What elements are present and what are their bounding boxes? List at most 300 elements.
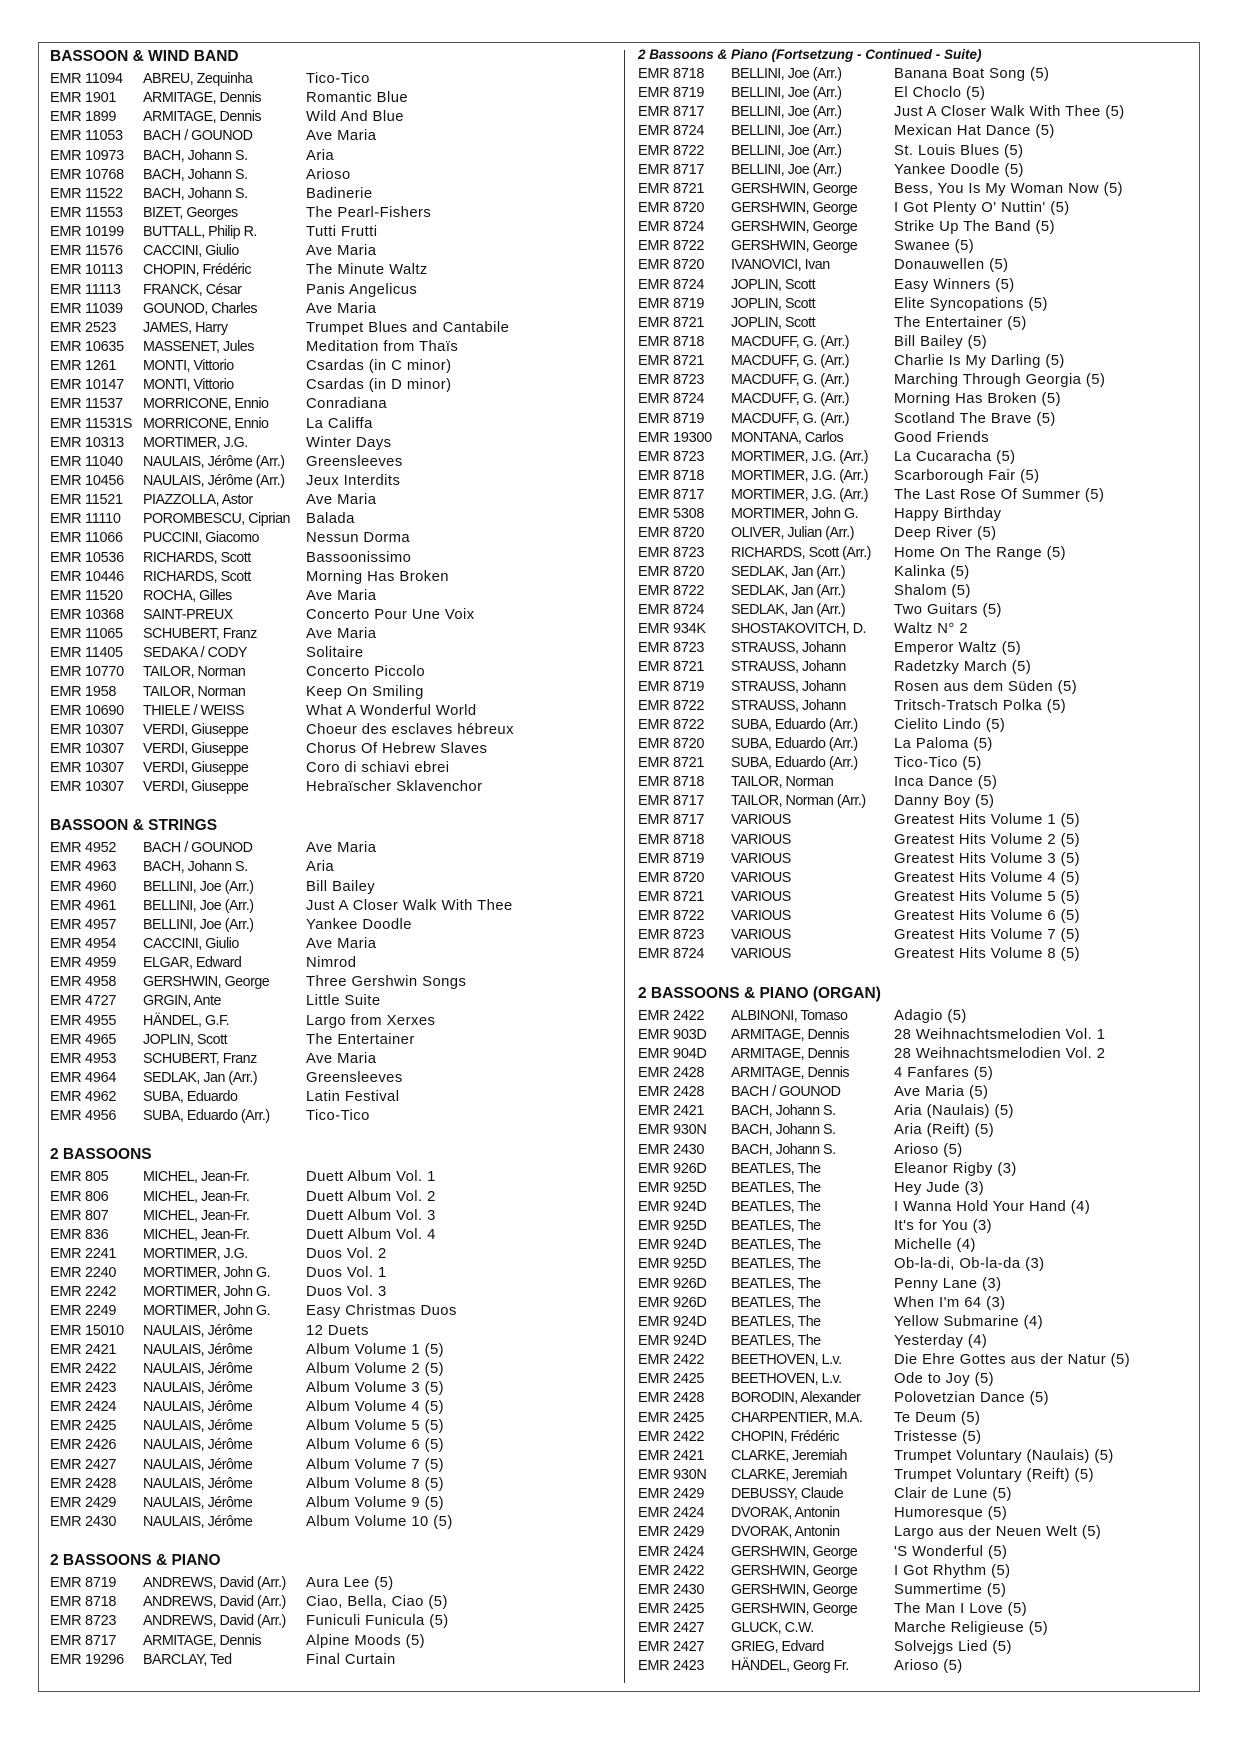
catalog-number: EMR 10690	[50, 702, 124, 719]
piece-title: Humoresque (5)	[894, 1505, 1008, 1522]
composer-name: VERDI, Giuseppe	[143, 760, 249, 777]
composer-name: GERSHWIN, George	[731, 219, 858, 236]
composer-name: BELLINI, Joe (Arr.)	[731, 161, 842, 178]
piece-title: Radetzky March (5)	[894, 659, 1032, 676]
piece-title: Greatest Hits Volume 8 (5)	[894, 946, 1081, 963]
composer-name: BEATLES, The	[731, 1256, 821, 1273]
composer-name: SEDLAK, Jan (Arr.)	[731, 582, 846, 599]
composer-name: BELLINI, Joe (Arr.)	[143, 897, 254, 914]
catalog-entry	[50, 1632, 610, 1651]
piece-title: Arioso	[306, 166, 351, 183]
composer-name: VARIOUS	[731, 927, 791, 944]
catalog-entry	[638, 1102, 1198, 1121]
piece-title: Largo from Xerxes	[306, 1012, 436, 1029]
catalog-entry	[638, 678, 1198, 697]
composer-name: MACDUFF, G. (Arr.)	[731, 333, 850, 350]
section-2-bassoons	[50, 1145, 610, 1532]
catalog-entry	[638, 601, 1198, 620]
catalog-number: EMR 8724	[638, 391, 705, 408]
composer-name: CACCINI, Giulio	[143, 936, 239, 953]
piece-title: Tritsch-Tratsch Polka (5)	[894, 697, 1067, 714]
composer-name: SEDLAK, Jan (Arr.)	[143, 1070, 258, 1087]
catalog-number: EMR 8723	[638, 544, 705, 561]
composer-name: MICHEL, Jean-Fr.	[143, 1169, 250, 1186]
composer-name: CLARKE, Jeremiah	[731, 1466, 847, 1483]
composer-name: MORTIMER, J.G.	[143, 434, 248, 451]
composer-name: BACH, Johann S.	[143, 166, 248, 183]
composer-name: NAULAIS, Jérôme	[143, 1418, 253, 1435]
catalog-entry	[638, 1447, 1198, 1466]
piece-title: Ave Maria	[306, 243, 377, 260]
piece-title: Morning Has Broken	[306, 568, 449, 585]
piece-title: Mexican Hat Dance (5)	[894, 123, 1055, 140]
piece-title: Duett Album Vol. 4	[306, 1226, 436, 1243]
catalog-number: EMR 10768	[50, 166, 124, 183]
piece-title: I Got Plenty O' Nuttin' (5)	[894, 199, 1070, 216]
piece-title: Morning Has Broken (5)	[894, 391, 1061, 408]
piece-title: Solitaire	[306, 645, 364, 662]
catalog-number: EMR 8722	[638, 716, 705, 733]
catalog-entry	[638, 544, 1198, 563]
piece-title: Album Volume 8 (5)	[306, 1475, 445, 1492]
catalog-entry	[638, 1313, 1198, 1332]
catalog-number: EMR 11110	[50, 511, 121, 528]
catalog-number: EMR 8724	[638, 946, 705, 963]
composer-name: MORTIMER, John G.	[731, 506, 859, 523]
catalog-entry	[638, 142, 1198, 161]
catalog-number: EMR 10446	[50, 568, 124, 585]
column-divider	[624, 50, 625, 1683]
composer-name: SUBA, Eduardo	[143, 1089, 238, 1106]
catalog-number: EMR 8722	[638, 908, 705, 925]
composer-name: SCHUBERT, Franz	[143, 626, 257, 643]
piece-title: Eleanor Rigby (3)	[894, 1160, 1017, 1177]
composer-name: GERSHWIN, George	[731, 1543, 858, 1560]
piece-title: Marching Through Georgia (5)	[894, 372, 1106, 389]
catalog-entry	[50, 415, 610, 434]
catalog-number: EMR 8721	[638, 659, 705, 676]
composer-name: BELLINI, Joe (Arr.)	[731, 85, 842, 102]
piece-title: El Choclo (5)	[894, 85, 986, 102]
piece-title: La Paloma (5)	[894, 735, 993, 752]
piece-title: Ave Maria	[306, 128, 377, 145]
composer-name: MASSENET, Jules	[143, 338, 254, 355]
catalog-number: EMR 8722	[638, 582, 705, 599]
catalog-entry	[50, 1283, 610, 1302]
catalog-entry	[50, 625, 610, 644]
piece-title: Album Volume 4 (5)	[306, 1399, 445, 1416]
piece-title: Polovetzian Dance (5)	[894, 1390, 1050, 1407]
composer-name: BEATLES, The	[731, 1275, 821, 1292]
catalog-number: EMR 2424	[638, 1543, 705, 1560]
piece-title: When I'm 64 (3)	[894, 1294, 1006, 1311]
catalog-number: EMR 924D	[638, 1313, 707, 1330]
catalog-number: EMR 1261	[50, 358, 117, 375]
composer-name: BACH / GOUNOD	[143, 128, 253, 145]
piece-title: Meditation from Thaïs	[306, 338, 459, 355]
catalog-entry	[638, 735, 1198, 754]
piece-title: I Got Rhythm (5)	[894, 1562, 1011, 1579]
section-gap	[638, 965, 1198, 984]
piece-title: Greensleeves	[306, 1070, 403, 1087]
section-title: 2 Bassoons & Piano (Fortsetzung - Continued - Suite)	[638, 47, 982, 62]
composer-name: ARMITAGE, Dennis	[731, 1065, 850, 1082]
piece-title: Funiculi Funicula (5)	[306, 1613, 449, 1630]
composer-name: NAULAIS, Jérôme	[143, 1456, 253, 1473]
catalog-entry	[50, 472, 610, 491]
catalog-number: EMR 8719	[638, 850, 705, 867]
catalog-entry	[50, 1302, 610, 1321]
piece-title: Hey Jude (3)	[894, 1179, 985, 1196]
catalog-number: EMR 2242	[50, 1284, 117, 1301]
catalog-number: EMR 10770	[50, 664, 124, 681]
catalog-number: EMR 11065	[50, 626, 123, 643]
piece-title: Banana Boat Song (5)	[894, 66, 1050, 82]
piece-title: Bess, You Is My Woman Now (5)	[894, 180, 1124, 197]
piece-title: Deep River (5)	[894, 525, 997, 542]
piece-title: Ode to Joy (5)	[894, 1371, 995, 1388]
section-title: 2 BASSOONS & PIANO (ORGAN)	[638, 984, 881, 1002]
catalog-number: EMR 8720	[638, 869, 705, 886]
catalog-entry	[50, 204, 610, 223]
composer-name: GERSHWIN, George	[143, 974, 270, 991]
catalog-number: EMR 8719	[638, 295, 705, 312]
catalog-number: EMR 925D	[638, 1218, 707, 1235]
composer-name: THIELE / WEISS	[143, 702, 245, 719]
catalog-number: EMR 8720	[638, 257, 705, 274]
composer-name: ARMITAGE, Dennis	[731, 1026, 850, 1043]
composer-name: MORTIMER, John G.	[143, 1265, 271, 1282]
piece-title: Duos Vol. 2	[306, 1246, 387, 1263]
piece-title: Hebraïscher Sklavenchor	[306, 779, 483, 796]
catalog-number: EMR 2428	[638, 1390, 705, 1407]
piece-title: Ave Maria (5)	[894, 1084, 989, 1101]
composer-name: ARMITAGE, Dennis	[731, 1045, 850, 1062]
piece-title: Penny Lane (3)	[894, 1275, 1002, 1292]
composer-name: DEBUSSY, Claude	[731, 1486, 844, 1503]
catalog-number: EMR 8718	[638, 831, 705, 848]
catalog-entry	[638, 276, 1198, 295]
catalog-entry	[638, 1466, 1198, 1485]
catalog-entry	[638, 1657, 1198, 1676]
catalog-number: EMR 10307	[50, 760, 124, 777]
catalog-number: EMR 4962	[50, 1089, 117, 1106]
catalog-entry	[50, 108, 610, 127]
piece-title: The Entertainer	[306, 1031, 415, 1048]
catalog-entry	[50, 127, 610, 146]
composer-name: JOPLIN, Scott	[731, 276, 816, 293]
catalog-entry	[638, 1179, 1198, 1198]
catalog-number: EMR 8720	[638, 199, 705, 216]
piece-title: Romantic Blue	[306, 90, 409, 107]
piece-title: Aria	[306, 147, 335, 164]
catalog-entry	[50, 1012, 610, 1031]
composer-name: SAINT-PREUX	[143, 606, 233, 623]
catalog-entry	[638, 620, 1198, 639]
composer-name: VARIOUS	[731, 831, 791, 848]
composer-name: JOPLIN, Scott	[143, 1031, 228, 1048]
piece-title: Album Volume 1 (5)	[306, 1341, 445, 1358]
piece-title: Marche Religieuse (5)	[894, 1620, 1049, 1637]
catalog-entry	[50, 1398, 610, 1417]
catalog-entry	[638, 850, 1198, 869]
composer-name: MORRICONE, Ennio	[143, 396, 269, 413]
catalog-number: EMR 8718	[50, 1594, 117, 1611]
catalog-entry	[50, 1264, 610, 1283]
catalog-number: EMR 8718	[638, 467, 705, 484]
composer-name: CHARPENTIER, M.A.	[731, 1409, 863, 1426]
catalog-number: EMR 4963	[50, 859, 117, 876]
catalog-number: EMR 4965	[50, 1031, 117, 1048]
piece-title: Clair de Lune (5)	[894, 1486, 1012, 1503]
catalog-number: EMR 8718	[638, 774, 705, 791]
catalog-number: EMR 2425	[50, 1418, 117, 1435]
composer-name: RICHARDS, Scott	[143, 568, 251, 585]
catalog-entry	[50, 1207, 610, 1226]
piece-title: The Minute Waltz	[306, 262, 428, 279]
piece-title: The Man I Love (5)	[894, 1600, 1028, 1617]
catalog-entry	[638, 65, 1198, 84]
catalog-entry	[638, 333, 1198, 352]
catalog-number: EMR 4954	[50, 936, 117, 953]
catalog-entry	[50, 1436, 610, 1455]
catalog-number: EMR 11039	[50, 300, 123, 317]
catalog-entry	[638, 1523, 1198, 1542]
catalog-entry	[50, 721, 610, 740]
composer-name: SHOSTAKOVITCH, D.	[731, 621, 867, 638]
section-title: 2 BASSOONS & PIANO	[50, 1552, 221, 1570]
piece-title: 'S Wonderful (5)	[894, 1543, 1008, 1560]
piece-title: Elite Syncopations (5)	[894, 295, 1048, 312]
catalog-number: EMR 8720	[638, 563, 705, 580]
composer-name: BEATLES, The	[731, 1199, 821, 1216]
composer-name: FRANCK, César	[143, 281, 242, 298]
composer-name: SEDLAK, Jan (Arr.)	[731, 601, 846, 618]
catalog-entry	[638, 811, 1198, 830]
composer-name: NAULAIS, Jérôme	[143, 1399, 253, 1416]
catalog-number: EMR 2422	[50, 1360, 117, 1377]
composer-name: GERSHWIN, George	[731, 238, 858, 255]
catalog-number: EMR 2422	[638, 1562, 705, 1579]
catalog-number: EMR 10113	[50, 262, 123, 279]
catalog-number: EMR 2249	[50, 1303, 117, 1320]
catalog-number: EMR 924D	[638, 1333, 707, 1349]
catalog-number: EMR 11537	[50, 396, 123, 413]
catalog-entry	[50, 1475, 610, 1494]
catalog-number: EMR 8721	[638, 889, 705, 906]
composer-name: TAILOR, Norman	[731, 774, 834, 791]
catalog-number: EMR 11521	[50, 492, 123, 509]
catalog-entry	[638, 467, 1198, 486]
piece-title: 12 Duets	[306, 1322, 369, 1339]
composer-name: BELLINI, Joe (Arr.)	[731, 66, 842, 82]
composer-name: GERSHWIN, George	[731, 1600, 858, 1617]
catalog-entry	[50, 166, 610, 185]
catalog-entry	[638, 1428, 1198, 1447]
catalog-entry	[638, 505, 1198, 524]
piece-title: I Wanna Hold Your Hand (4)	[894, 1199, 1091, 1216]
catalog-number: EMR 1901	[50, 90, 117, 107]
catalog-number: EMR 2429	[638, 1486, 705, 1503]
piece-title: 4 Fanfares (5)	[894, 1065, 994, 1082]
catalog-entry	[50, 1245, 610, 1264]
composer-name: BACH, Johann S.	[143, 185, 248, 202]
piece-title: 28 Weihnachtsmelodien Vol. 1	[894, 1026, 1106, 1043]
piece-title: Swanee (5)	[894, 238, 975, 255]
catalog-entry	[50, 1574, 610, 1593]
catalog-number: EMR 8721	[638, 353, 705, 370]
catalog-number: EMR 8721	[638, 314, 705, 331]
piece-title: Michelle (4)	[894, 1237, 976, 1254]
catalog-entry	[50, 954, 610, 973]
catalog-number: EMR 903D	[638, 1026, 707, 1043]
composer-name: BORODIN, Alexander	[731, 1390, 861, 1407]
catalog-number: EMR 4956	[50, 1108, 117, 1125]
section-2-bassoons-piano	[50, 1551, 610, 1670]
catalog-entry	[638, 410, 1198, 429]
piece-title: The Entertainer (5)	[894, 314, 1027, 331]
catalog-entry	[638, 1236, 1198, 1255]
catalog-entry	[638, 1562, 1198, 1581]
composer-name: MORTIMER, John G.	[143, 1284, 271, 1301]
catalog-entry	[638, 1064, 1198, 1083]
catalog-number: EMR 8722	[638, 142, 705, 159]
section-gap	[50, 797, 610, 816]
catalog-number: EMR 11576	[50, 243, 123, 260]
composer-name: MACDUFF, G. (Arr.)	[731, 391, 850, 408]
catalog-entry	[638, 658, 1198, 677]
composer-name: TAILOR, Norman	[143, 683, 246, 700]
catalog-number: EMR 10368	[50, 606, 124, 623]
composer-name: PUCCINI, Giacomo	[143, 530, 259, 547]
catalog-entry	[638, 199, 1198, 218]
piece-title: La Cucaracha (5)	[894, 448, 1016, 465]
piece-title: Album Volume 10 (5)	[306, 1513, 453, 1530]
catalog-number: EMR 8721	[638, 755, 705, 772]
piece-title: Just A Closer Walk With Thee	[306, 897, 513, 914]
composer-name: BELLINI, Joe (Arr.)	[731, 142, 842, 159]
catalog-number: EMR 930N	[638, 1466, 707, 1483]
catalog-number: EMR 2427	[50, 1456, 117, 1473]
piece-title: Strike Up The Band (5)	[894, 219, 1055, 236]
catalog-entry	[638, 1217, 1198, 1236]
catalog-entry	[638, 1141, 1198, 1160]
composer-name: NAULAIS, Jérôme	[143, 1380, 253, 1396]
catalog-entry	[638, 1351, 1198, 1370]
composer-name: BELLINI, Joe (Arr.)	[143, 916, 254, 933]
composer-name: SUBA, Eduardo (Arr.)	[731, 716, 858, 733]
piece-title: Aria (Naulais) (5)	[894, 1103, 1014, 1120]
catalog-number: EMR 2241	[50, 1246, 117, 1263]
composer-name: IVANOVICI, Ivan	[731, 257, 830, 274]
composer-name: CLARKE, Jeremiah	[731, 1447, 847, 1464]
catalog-entry	[50, 1417, 610, 1436]
piece-title: Ave Maria	[306, 1050, 377, 1067]
catalog-number: EMR 8722	[638, 697, 705, 714]
catalog-entry	[50, 1341, 610, 1360]
composer-name: CHOPIN, Frédéric	[731, 1428, 839, 1445]
catalog-entry	[50, 1031, 610, 1050]
composer-name: GRGIN, Ante	[143, 993, 221, 1010]
catalog-entry	[638, 716, 1198, 735]
piece-title: Badinerie	[306, 185, 373, 202]
composer-name: GRIEG, Edvard	[731, 1639, 824, 1656]
composer-name: VARIOUS	[731, 946, 791, 963]
catalog-entry	[50, 1226, 610, 1245]
catalog-number: EMR 11113	[50, 281, 121, 298]
piece-title: St. Louis Blues (5)	[894, 142, 1024, 159]
piece-title: Easy Winners (5)	[894, 276, 1015, 293]
composer-name: CACCINI, Giulio	[143, 243, 239, 260]
catalog-entry	[50, 778, 610, 797]
piece-title: Album Volume 6 (5)	[306, 1437, 445, 1454]
composer-name: VARIOUS	[731, 812, 791, 829]
piece-title: Balada	[306, 511, 355, 528]
catalog-entry	[638, 1409, 1198, 1428]
piece-title: Duos Vol. 3	[306, 1284, 387, 1301]
catalog-entry	[638, 1007, 1198, 1026]
catalog-number: EMR 2423	[638, 1658, 705, 1675]
catalog-number: EMR 8724	[638, 123, 705, 140]
piece-title: Greatest Hits Volume 6 (5)	[894, 908, 1081, 925]
catalog-number: EMR 15010	[50, 1322, 124, 1339]
catalog-entry	[50, 1168, 610, 1187]
composer-name: BEATLES, The	[731, 1313, 821, 1330]
catalog-number: EMR 2425	[638, 1409, 705, 1426]
piece-title: Csardas (in C minor)	[306, 358, 452, 375]
catalog-entry	[50, 740, 610, 759]
piece-title: Choeur des esclaves hébreux	[306, 721, 514, 738]
composer-name: OLIVER, Julian (Arr.)	[731, 525, 854, 542]
piece-title: Greatest Hits Volume 7 (5)	[894, 927, 1081, 944]
piece-title: Csardas (in D minor)	[306, 377, 452, 394]
composer-name: BACH, Johann S.	[143, 147, 248, 164]
catalog-number: EMR 11040	[50, 453, 123, 470]
composer-name: VARIOUS	[731, 889, 791, 906]
piece-title: Inca Dance (5)	[894, 774, 998, 791]
catalog-entry	[50, 223, 610, 242]
piece-title: Trumpet Voluntary (Naulais) (5)	[894, 1447, 1114, 1464]
composer-name: BACH / GOUNOD	[731, 1084, 841, 1101]
catalog-entry	[638, 1198, 1198, 1217]
piece-title: Arioso (5)	[894, 1658, 963, 1675]
composer-name: BACH, Johann S.	[731, 1141, 836, 1158]
catalog-number: EMR 8719	[50, 1575, 117, 1592]
piece-title: Easy Christmas Duos	[306, 1303, 457, 1320]
piece-title: Jeux Interdits	[306, 472, 401, 489]
composer-name: VARIOUS	[731, 869, 791, 886]
catalog-number: EMR 8717	[638, 161, 705, 178]
catalog-number: EMR 2429	[50, 1494, 117, 1511]
composer-name: NAULAIS, Jérôme (Arr.)	[143, 453, 285, 470]
composer-name: VARIOUS	[731, 850, 791, 867]
composer-name: HÄNDEL, G.F.	[143, 1012, 230, 1029]
piece-title: Adagio (5)	[894, 1007, 967, 1024]
section-2-bassoons-piano-fortsetzung-continued-suite	[638, 47, 1198, 965]
piece-title: The Pearl-Fishers	[306, 204, 432, 221]
piece-title: Duett Album Vol. 3	[306, 1207, 436, 1224]
catalog-entry	[638, 754, 1198, 773]
catalog-number: EMR 1958	[50, 683, 117, 700]
section-gap	[50, 1532, 610, 1551]
composer-name: JAMES, Harry	[143, 319, 228, 336]
catalog-number: EMR 8717	[638, 104, 705, 121]
catalog-entry	[638, 1600, 1198, 1619]
piece-title: What A Wonderful World	[306, 702, 477, 719]
catalog-number: EMR 10973	[50, 147, 124, 164]
catalog-entry	[50, 1107, 610, 1126]
catalog-entry	[638, 1638, 1198, 1657]
